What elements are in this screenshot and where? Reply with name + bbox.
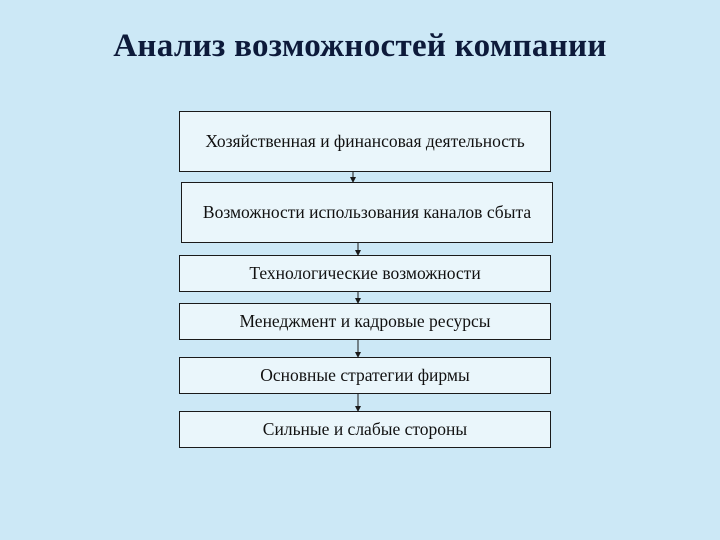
step-box-sales-channels: Возможности использования каналов сбыта	[181, 182, 553, 243]
step-box-financial: Хозяйственная и финансовая деятельность	[179, 111, 551, 172]
step-box-technology: Технологические возможности	[179, 255, 551, 292]
page-title: Анализ возможностей компании	[113, 28, 607, 64]
step-box-management: Менеджмент и кадровые ресурсы	[179, 303, 551, 340]
step-box-swot: Сильные и слабые стороны	[179, 411, 551, 448]
step-box-strategies: Основные стратегии фирмы	[179, 357, 551, 394]
